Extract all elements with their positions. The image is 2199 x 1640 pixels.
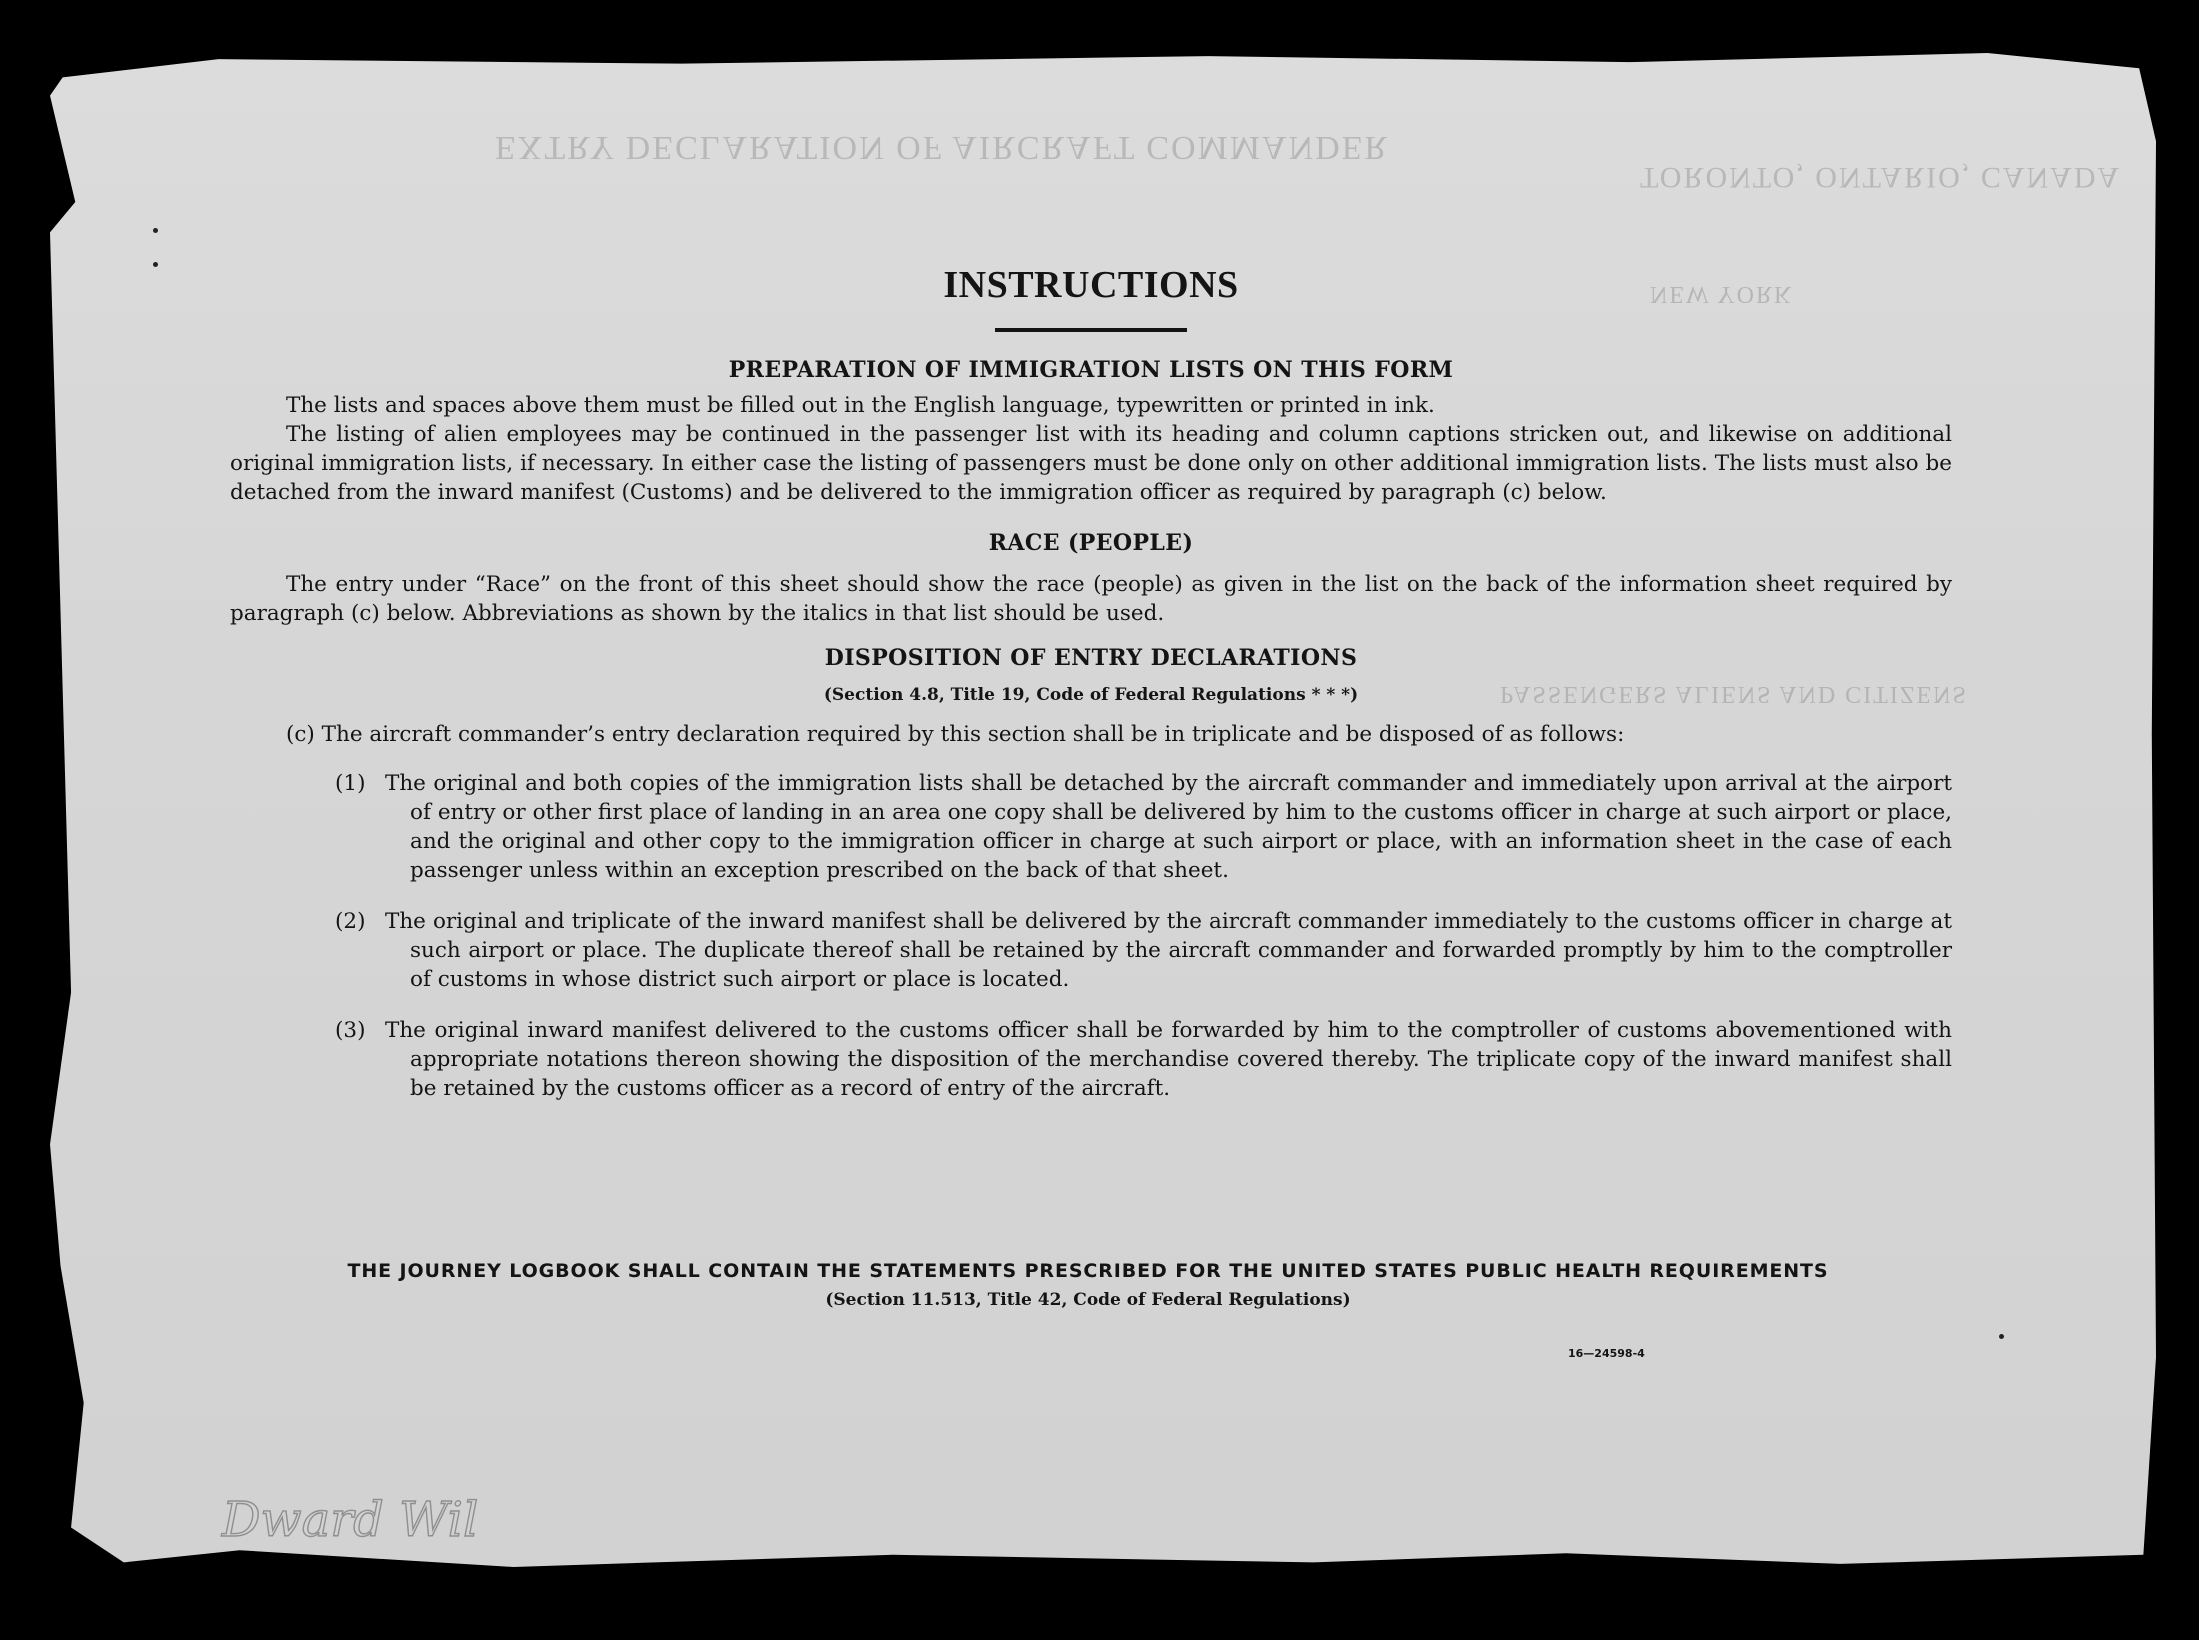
disposition-item-text: The original inward manifest delivered to the customs officer shall be forwarded by him to the comptroller of customs abovementioned with appropriate notations thereon showing the disposition of the merchandise covered thereby. The triplicate copy of the inward manifest shall be retained by the customs officer as a record of entry of the aircraft.	[385, 1018, 1952, 1101]
disposition-heading: DISPOSITION OF ENTRY DECLARATIONS	[824, 645, 1358, 671]
race-heading: RACE (PEOPLE)	[988, 530, 1194, 556]
disposition-intro	[230, 720, 1952, 749]
page-title: INSTRUCTIONS	[943, 264, 1239, 306]
form-number: 16—24598-4	[1568, 1347, 1645, 1360]
disposition-intro-text: The aircraft commander’s entry declaration required by this section shall be in triplicate and be disposed of as follows:	[321, 722, 1625, 747]
handwritten-signature-text: Dward Wil	[222, 1492, 479, 1548]
title-rule	[995, 328, 1187, 332]
preparation-paragraph-1: The lists and spaces above them must be filled out in the English language, typewritten or printed in ink.	[286, 393, 1435, 418]
instructions-body	[230, 262, 1952, 1103]
bleed-through-text: TORONTO, ONTARIO, CANADA	[1640, 161, 2122, 194]
bleed-through-text: NEW YORK	[1650, 281, 1794, 307]
bleed-through-text: PASSENGERS ALIENS AND CITIZENS	[1500, 681, 1968, 707]
disposition-item-number: (3)	[335, 1018, 366, 1043]
disposition-item-number: (1)	[335, 771, 366, 796]
footer-citation: (Section 11.513, Title 42, Code of Federal Regulations)	[825, 1290, 1351, 1310]
ink-speck	[1999, 1334, 2004, 1339]
preparation-heading: PREPARATION OF IMMIGRATION LISTS ON THIS FORM	[728, 357, 1454, 383]
disposition-intro-label: (c)	[286, 722, 315, 747]
race-paragraph: The entry under “Race” on the front of this sheet should show the race (people) as given in the list on the back of the information sheet required by paragraph (c) below. Abbreviations as shown by the italics in that list should be used.	[230, 572, 1952, 626]
disposition-citation: (Section 4.8, Title 19, Code of Federal Regulations * * *)	[823, 685, 1359, 705]
disposition-item	[230, 769, 1952, 885]
preparation-paragraph-2: The listing of alien employees may be continued in the passenger list with its heading and column captions stricken out, and likewise on additional original immigration lists, if necessary. In either case the listing of passengers must be done only on other additional immigration lists. The lists must also be detached from the inward manifest (Customs) and be delivered to the immigration officer as required by paragraph (c) below.	[230, 422, 1952, 505]
disposition-item-text: The original and both copies of the immigration lists shall be detached by the aircraft commander and immediately upon arrival at the airport of entry or other first place of landing in an area one copy shall be delivered by him to the customs officer in charge at such airport or place, and the original and other copy to the immigration officer in charge at such airport or place, with an information sheet in the case of each passenger unless within an exception prescribed on the back of that sheet.	[385, 771, 1952, 883]
footer-statement: THE JOURNEY LOGBOOK SHALL CONTAIN THE STATEMENTS PRESCRIBED FOR THE UNITED STATES PUBLIC HEALTH REQUIREMENTS	[347, 1260, 1829, 1282]
bleed-through-text: EXTRY DECLARATION OF AIRCRAFT COMMANDER	[495, 129, 1390, 166]
ink-speck	[153, 228, 158, 233]
ink-speck	[153, 262, 158, 267]
disposition-item	[230, 907, 1952, 994]
disposition-item-number: (2)	[335, 909, 366, 934]
handwritten-signature	[218, 1480, 598, 1550]
disposition-item	[230, 1016, 1952, 1103]
disposition-item-text: The original and triplicate of the inward manifest shall be delivered by the aircraft commander immediately to the customs officer in charge at such airport or place. The duplicate thereof shall be retained by the aircraft commander and forwarded promptly by him to the comptroller of customs in whose district such airport or place is located.	[385, 909, 1952, 992]
